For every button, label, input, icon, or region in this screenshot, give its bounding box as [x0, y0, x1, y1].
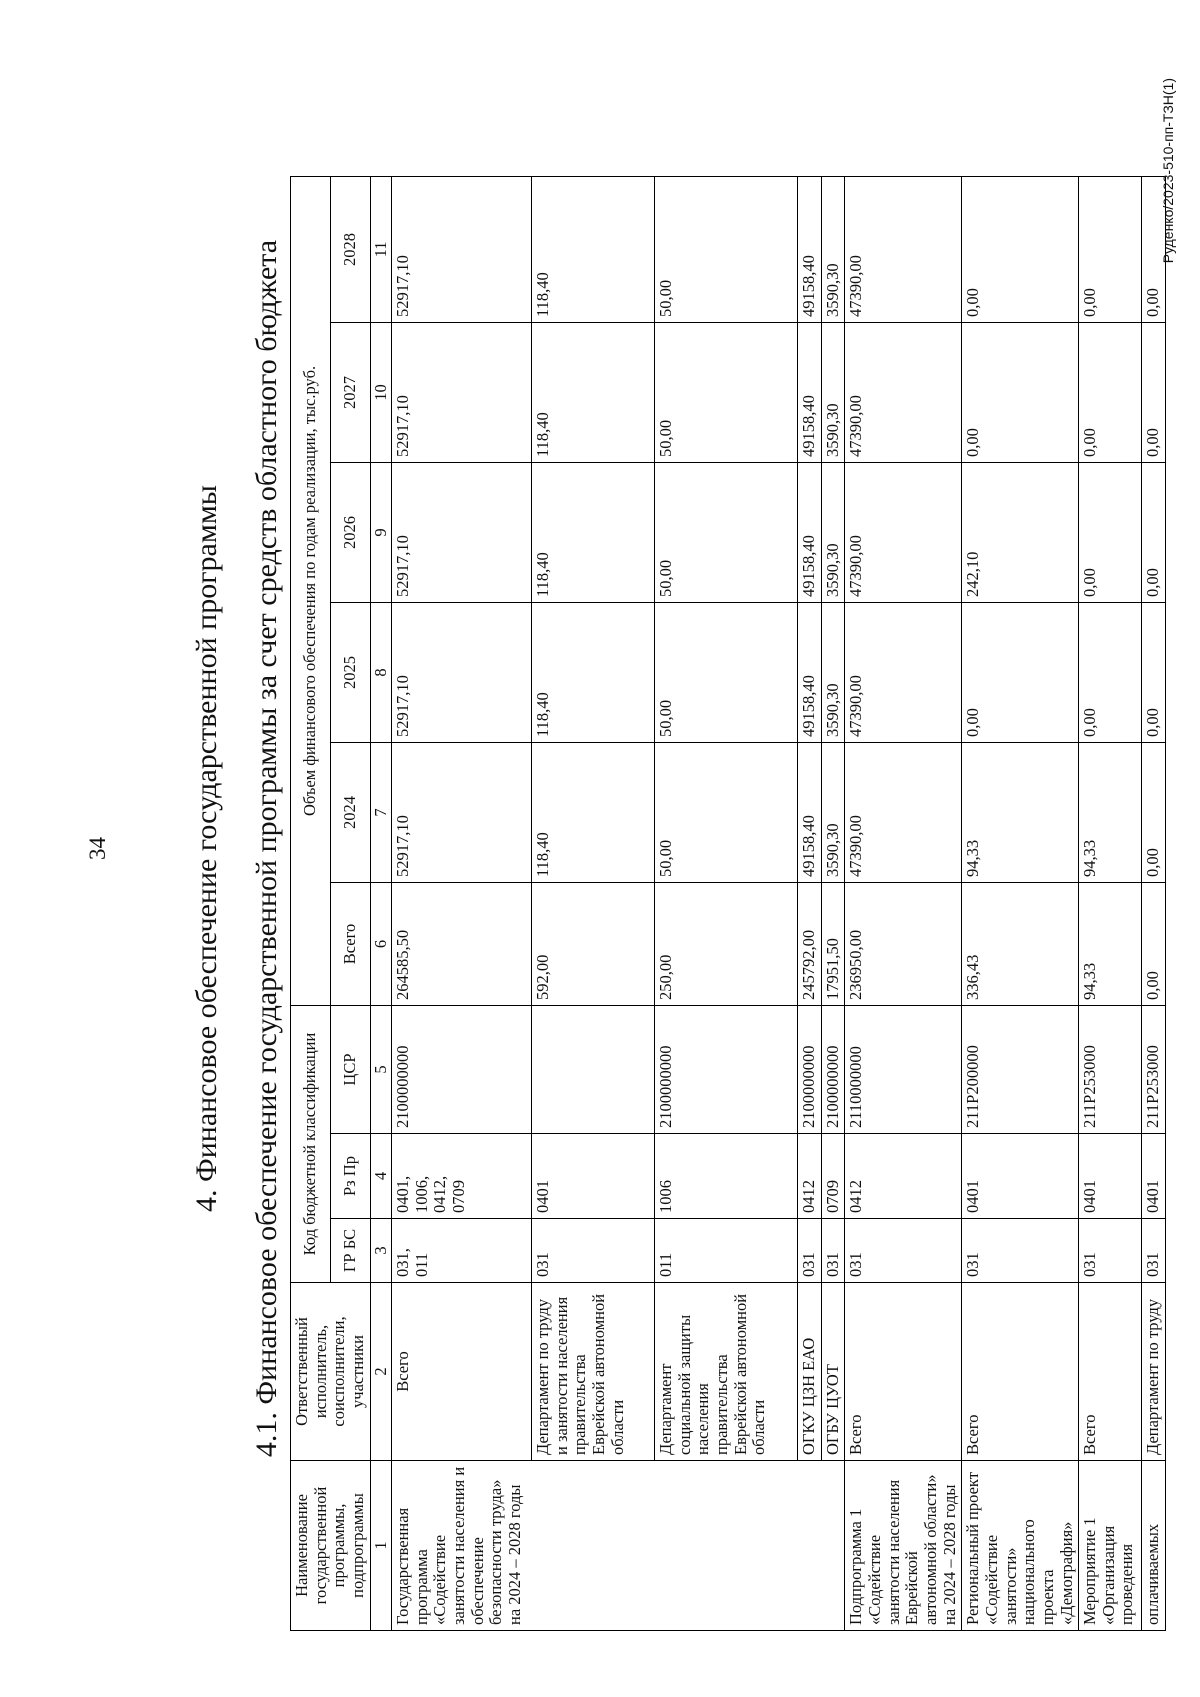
row-total: 336,43 — [962, 883, 1079, 1006]
row-responsible: ОГБУ ЦУОТ — [821, 1283, 845, 1461]
row-name: Подпрограмма 1 «Содействие занятости населения Еврейской автономной области» на 2024 – 2028 годы — [845, 1461, 962, 1631]
row-2026: 0,00 — [1142, 463, 1166, 603]
table-row — [1079, 176, 1142, 1630]
row-2025: 47390,00 — [845, 603, 962, 743]
row-responsible: Департамент социальной защиты населения правительства Еврейской автономной области — [655, 1283, 798, 1461]
table-row — [845, 176, 962, 1630]
row-2024: 49158,40 — [798, 743, 822, 883]
row-grbs: 031 — [845, 1219, 962, 1283]
row-rzpr: 0401, 1006, 0412, 0709 — [392, 1134, 532, 1219]
header-responsible: Ответственный исполнитель, соисполнители, участники — [291, 1283, 371, 1461]
row-csr: 211P253000 — [1142, 1006, 1166, 1134]
row-name: Мероприятие 1 «Организация проведения — [1079, 1461, 1142, 1631]
row-2026: 118,40 — [532, 463, 655, 603]
row-2026: 47390,00 — [845, 463, 962, 603]
row-responsible: Департамент по труду — [1142, 1283, 1166, 1461]
table-row — [962, 176, 1079, 1630]
row-2025: 0,00 — [1079, 603, 1142, 743]
row-2026: 49158,40 — [798, 463, 822, 603]
row-2028: 47390,00 — [845, 176, 962, 322]
row-total: 592,00 — [532, 883, 655, 1006]
row-rzpr: 0401 — [1079, 1134, 1142, 1219]
column-number: 2 — [370, 1283, 392, 1461]
row-2026: 3590,30 — [821, 463, 845, 603]
row-csr: 211P253000 — [1079, 1006, 1142, 1134]
header-row-1 — [291, 176, 331, 1630]
row-grbs: 031 — [1079, 1219, 1142, 1283]
row-2025: 118,40 — [532, 603, 655, 743]
column-number: 4 — [370, 1134, 392, 1219]
column-number: 6 — [370, 883, 392, 1006]
row-2025: 0,00 — [1142, 603, 1166, 743]
row-csr: 2110000000 — [845, 1006, 962, 1134]
row-total: 17951,50 — [821, 883, 845, 1006]
header-name: Наименование государственной программы, подпрограммы — [291, 1461, 371, 1631]
row-2028: 50,00 — [655, 176, 798, 322]
header-total: Всего — [330, 883, 370, 1006]
row-2028: 0,00 — [962, 176, 1079, 322]
row-2026: 0,00 — [1079, 463, 1142, 603]
row-2028: 0,00 — [1142, 176, 1166, 322]
row-2024: 52917,10 — [392, 743, 532, 883]
row-rzpr: 1006 — [655, 1134, 798, 1219]
header-volume: Объем финансового обеспечения по годам реализации, тыс.руб. — [291, 176, 331, 1005]
header-budget-code: Код бюджетной классификации — [291, 1006, 331, 1283]
row-responsible: Всего — [1079, 1283, 1142, 1461]
row-2025: 49158,40 — [798, 603, 822, 743]
row-csr — [532, 1006, 655, 1134]
row-grbs: 031 — [798, 1219, 822, 1283]
row-2025: 3590,30 — [821, 603, 845, 743]
row-2026: 50,00 — [655, 463, 798, 603]
row-2025: 0,00 — [962, 603, 1079, 743]
column-number: 5 — [370, 1006, 392, 1134]
row-2024: 50,00 — [655, 743, 798, 883]
row-grbs: 031 — [532, 1219, 655, 1283]
row-2024: 47390,00 — [845, 743, 962, 883]
row-responsible: Департамент по труду и занятости населения правительства Еврейской автономной области — [532, 1283, 655, 1461]
row-total: 245792,00 — [798, 883, 822, 1006]
row-2027: 49158,40 — [798, 323, 822, 463]
row-rzpr: 0401 — [962, 1134, 1079, 1219]
row-grbs: 031, 011 — [392, 1219, 532, 1283]
row-csr: 2100000000 — [798, 1006, 822, 1134]
row-2024: 94,33 — [962, 743, 1079, 883]
header-year: 2027 — [330, 323, 370, 463]
row-rzpr: 0412 — [845, 1134, 962, 1219]
table-row — [821, 176, 845, 1630]
header-rzpr: Рз Пр — [330, 1134, 370, 1219]
row-2027: 3590,30 — [821, 323, 845, 463]
row-rzpr: 0401 — [1142, 1134, 1166, 1219]
row-rzpr: 0401 — [532, 1134, 655, 1219]
table-row — [1142, 176, 1166, 1630]
row-2028: 118,40 — [532, 176, 655, 322]
row-responsible: Всего — [845, 1283, 962, 1461]
row-name: оплачиваемых — [1142, 1461, 1166, 1631]
row-2024: 118,40 — [532, 743, 655, 883]
subsection-title: 4.1. Финансовое обеспечение государственной программы за счет средств областного бюджета — [250, 239, 283, 1458]
column-number: 9 — [370, 463, 392, 603]
row-2025: 50,00 — [655, 603, 798, 743]
column-number: 1 — [370, 1461, 392, 1631]
row-2024: 94,33 — [1079, 743, 1142, 883]
row-2024: 3590,30 — [821, 743, 845, 883]
table-row — [655, 176, 798, 1630]
row-2028: 49158,40 — [798, 176, 822, 322]
row-2028: 0,00 — [1079, 176, 1142, 322]
table-row — [392, 176, 532, 1630]
row-2028: 52917,10 — [392, 176, 532, 322]
header-grbs: ГР БС — [330, 1219, 370, 1283]
row-rzpr: 0709 — [821, 1134, 845, 1219]
header-csr: ЦСР — [330, 1006, 370, 1134]
row-grbs: 031 — [821, 1219, 845, 1283]
row-2027: 47390,00 — [845, 323, 962, 463]
row-csr: 2100000000 — [655, 1006, 798, 1134]
row-csr: 211P200000 — [962, 1006, 1079, 1134]
header-year: 2026 — [330, 463, 370, 603]
page-number: 34 — [85, 837, 110, 860]
document-id: Руденко/2023-510-пп-ТЗН(1) — [1160, 78, 1176, 264]
column-number: 11 — [370, 176, 392, 322]
section-title: 4. Финансовое обеспечение государственной программы — [190, 485, 223, 1212]
row-2027: 52917,10 — [392, 323, 532, 463]
row-total: 250,00 — [655, 883, 798, 1006]
column-number: 3 — [370, 1219, 392, 1283]
column-number: 10 — [370, 323, 392, 463]
header-year: 2024 — [330, 743, 370, 883]
table-row — [532, 176, 655, 1630]
row-total: 0,00 — [1142, 883, 1166, 1006]
row-name: Государственная программа «Содействие занятости населения и обеспечение безопасности труда» на 2024 – 2028 годы — [392, 1461, 845, 1631]
table-row — [798, 176, 822, 1630]
column-number: 7 — [370, 743, 392, 883]
row-2027: 0,00 — [962, 323, 1079, 463]
row-responsible: Всего — [392, 1283, 532, 1461]
row-grbs: 031 — [1142, 1219, 1166, 1283]
financing-table — [290, 176, 1166, 1631]
row-name: Региональный проект «Содействие занятости» национального проекта «Демография» — [962, 1461, 1079, 1631]
column-number-row — [370, 176, 392, 1630]
row-responsible: ОГКУ ЦЗН ЕАО — [798, 1283, 822, 1461]
row-total: 94,33 — [1079, 883, 1142, 1006]
row-grbs: 011 — [655, 1219, 798, 1283]
row-grbs: 031 — [962, 1219, 1079, 1283]
row-total: 264585,50 — [392, 883, 532, 1006]
header-year: 2025 — [330, 603, 370, 743]
row-csr: 2100000000 — [821, 1006, 845, 1134]
row-2027: 50,00 — [655, 323, 798, 463]
row-2027: 118,40 — [532, 323, 655, 463]
row-responsible: Всего — [962, 1283, 1079, 1461]
row-total: 236950,00 — [845, 883, 962, 1006]
row-2024: 0,00 — [1142, 743, 1166, 883]
column-number: 8 — [370, 603, 392, 743]
row-2027: 0,00 — [1079, 323, 1142, 463]
header-year: 2028 — [330, 176, 370, 322]
row-2027: 0,00 — [1142, 323, 1166, 463]
row-rzpr: 0412 — [798, 1134, 822, 1219]
row-2026: 242,10 — [962, 463, 1079, 603]
row-2025: 52917,10 — [392, 603, 532, 743]
row-2026: 52917,10 — [392, 463, 532, 603]
row-csr: 2100000000 — [392, 1006, 532, 1134]
row-2028: 3590,30 — [821, 176, 845, 322]
